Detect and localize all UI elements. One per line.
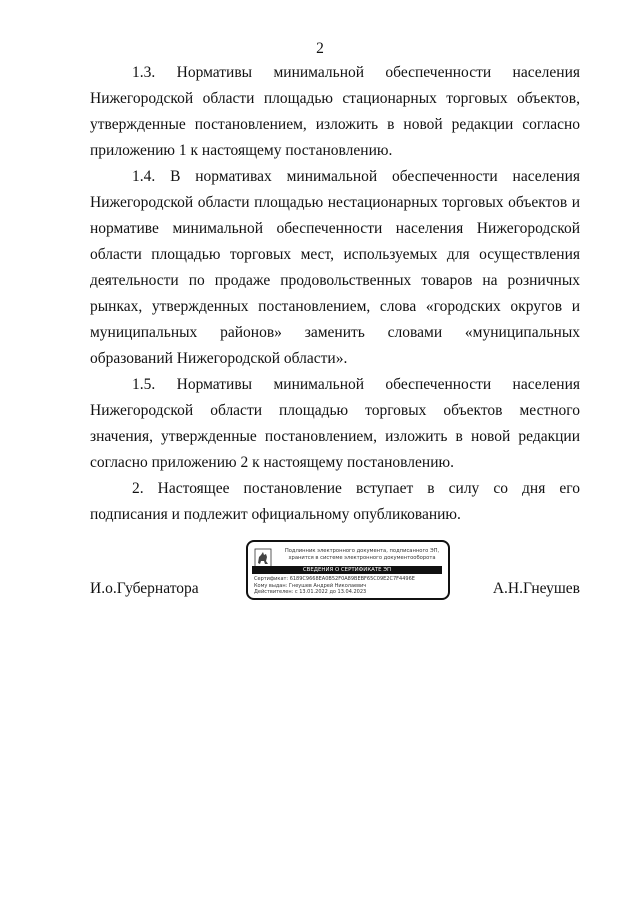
stamp-details — [254, 576, 444, 596]
stamp-title: СВЕДЕНИЯ О СЕРТИФИКАТЕ ЭП — [252, 566, 442, 574]
paragraph-1-4: 1.4. В нормативах минимальной обеспеченности населения Нижегородской области площадью нестационарных торговых объектов и нормативе минимальной обеспеченности населения Нижегородской области площадью торговых мест, используемых для осуществления деятельности по продаже продовольственных товаров на розничных рынках, утвержденных постановлением, слова «городских округов и муниципальных районов» заменить словами «муниципальных образований Нижегородской области». — [90, 168, 580, 367]
coat-of-arms-icon — [254, 548, 272, 568]
page-number: 2 — [316, 40, 324, 57]
signatory-position: И.о.Губернатора — [90, 580, 199, 597]
stamp-issued-to: Кому выдан: Гнеушев Андрей Николаевич — [254, 582, 367, 589]
stamp-header-line-1: Подлинник электронного документа, подписанного ЭП, — [284, 548, 440, 554]
electronic-signature-stamp — [246, 540, 450, 600]
stamp-header — [278, 548, 446, 561]
paragraph-2: 2. Настоящее постановление вступает в силу со дня его подписания и подлежит официальному опубликованию. — [90, 480, 580, 523]
stamp-header-line-2: хранится в системе электронного документооборота — [288, 554, 436, 561]
paragraph-1-3: 1.3. Нормативы минимальной обеспеченности населения Нижегородской области площадью стационарных торговых объектов, утвержденные постановлением, изложить в новой редакции согласно приложению 1 к настоящему постановлению. — [90, 64, 580, 159]
paragraph-1-5: 1.5. Нормативы минимальной обеспеченности населения Нижегородской области площадью торговых объектов местного значения, утвержденные постановлением, изложить в новой редакции согласно приложению 2 к настоящему постановлению. — [90, 376, 580, 471]
stamp-validity: Действителен: с 13.01.2022 до 13.04.2023 — [254, 589, 367, 595]
document-body — [90, 60, 580, 528]
signatory-name: А.Н.Гнеушев — [492, 580, 580, 597]
stamp-certificate: Сертификат: 6189C9668EA0B52F0A89BEBF65C09E2C7F4496E — [254, 576, 415, 582]
